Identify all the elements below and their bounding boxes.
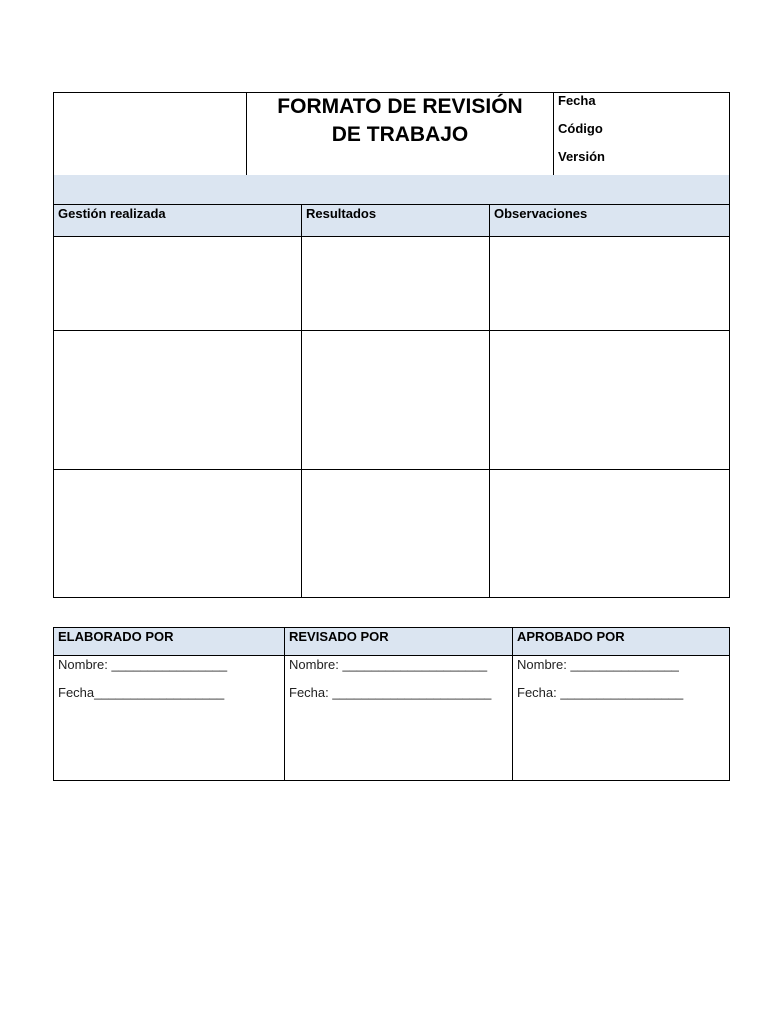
table-cell[interactable]	[302, 237, 489, 330]
column-header-observaciones: Observaciones	[494, 206, 588, 221]
column-header-gestion: Gestión realizada	[58, 206, 166, 221]
table-cell[interactable]	[54, 470, 301, 597]
title-cell	[247, 93, 554, 175]
table-cell[interactable]	[54, 237, 301, 330]
table-cell[interactable]	[54, 331, 301, 469]
column-header-resultados: Resultados	[306, 206, 377, 221]
column-divider	[284, 628, 285, 780]
table-cell[interactable]	[302, 331, 489, 469]
table-cell[interactable]	[302, 470, 489, 597]
version-label: Versión	[558, 149, 605, 164]
codigo-label: Código	[558, 121, 603, 136]
work-review-table	[53, 204, 730, 598]
document-title-line-2: DE TRABAJO	[331, 123, 469, 146]
section-band	[53, 175, 730, 205]
revisado-por-label: REVISADO POR	[289, 629, 389, 644]
document-header	[53, 92, 730, 176]
signature-table	[53, 627, 730, 781]
column-divider	[512, 628, 513, 780]
logo-cell	[54, 93, 247, 175]
elaborado-fecha-field[interactable]: Fecha__________________	[58, 685, 225, 700]
aprobado-por-label: APROBADO POR	[517, 629, 625, 644]
meta-cell	[554, 93, 729, 175]
elaborado-nombre-field[interactable]: Nombre: ________________	[58, 657, 228, 672]
aprobado-nombre-field[interactable]: Nombre: _______________	[517, 657, 679, 672]
revisado-nombre-field[interactable]: Nombre: ____________________	[289, 657, 488, 672]
table-cell[interactable]	[490, 237, 729, 330]
row-divider	[54, 655, 729, 656]
revisado-fecha-field[interactable]: Fecha: ______________________	[289, 685, 492, 700]
document-title-line-1: FORMATO DE REVISIÓN	[277, 95, 523, 118]
aprobado-fecha-field[interactable]: Fecha: _________________	[517, 685, 684, 700]
elaborado-por-label: ELABORADO POR	[58, 629, 174, 644]
table-cell[interactable]	[490, 470, 729, 597]
table-cell[interactable]	[490, 331, 729, 469]
fecha-label: Fecha	[558, 93, 596, 108]
